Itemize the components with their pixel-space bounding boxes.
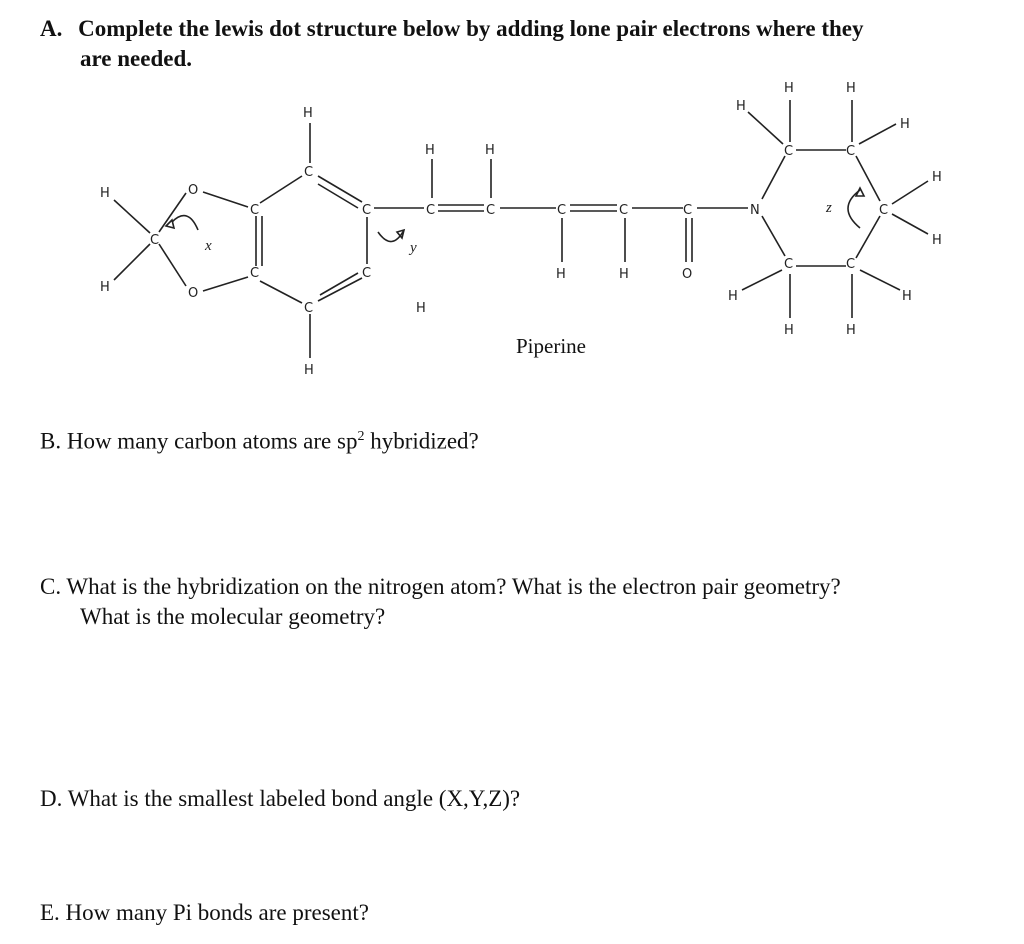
atom-c: C — [683, 203, 693, 218]
atom-c: C — [250, 266, 260, 281]
question-a-text-line2: are needed. — [80, 46, 193, 71]
angle-arrows — [166, 188, 864, 242]
atom-h: H — [416, 301, 426, 316]
molecule-caption: Piperine — [516, 334, 586, 358]
question-c-text-line1: C. What is the hybridization on the nitrogen atom? What is the electron pair geometry? — [40, 574, 841, 599]
atom-n: N — [750, 203, 760, 218]
atom-h: H — [304, 363, 314, 378]
atom-c: C — [362, 266, 372, 281]
question-a-letter: A. — [40, 16, 63, 41]
atom-h: H — [100, 280, 110, 295]
atom-o: O — [188, 183, 199, 198]
question-c — [40, 572, 1000, 632]
atom-c: C — [557, 203, 567, 218]
atom-c: C — [784, 144, 794, 159]
atom-c: C — [426, 203, 436, 218]
question-a-text-line1: Complete the lewis dot structure below by adding lone pair electrons where they — [78, 16, 864, 41]
question-b-text: B. How many carbon atoms are sp — [40, 428, 358, 454]
atom-labels — [100, 81, 942, 378]
atom-o: O — [682, 267, 693, 282]
question-d-text: D. What is the smallest labeled bond angle (X,Y,Z)? — [40, 786, 521, 811]
atom-h: H — [932, 233, 942, 248]
atom-h: H — [902, 289, 912, 304]
question-b — [40, 422, 479, 457]
atom-h: H — [303, 106, 313, 121]
atom-h: H — [846, 323, 856, 338]
atom-c: C — [362, 203, 372, 218]
question-c-text-line2: What is the molecular geometry? — [80, 604, 386, 629]
angle-x-label: x — [205, 238, 212, 254]
atom-c: C — [304, 165, 314, 180]
angle-z-label: z — [826, 200, 832, 216]
atom-c: C — [486, 203, 496, 218]
atom-h: H — [736, 99, 746, 114]
question-d — [40, 784, 520, 814]
atom-c: C — [150, 233, 160, 248]
atom-c: C — [619, 203, 629, 218]
atom-h: H — [728, 289, 738, 304]
question-e-text: E. How many Pi bonds are present? — [40, 900, 369, 925]
atom-h: H — [619, 267, 629, 282]
atom-c: C — [879, 203, 889, 218]
atom-c: C — [304, 301, 314, 316]
atom-c: C — [784, 257, 794, 272]
atom-h: H — [485, 143, 495, 158]
atom-c: C — [250, 203, 260, 218]
question-a — [40, 14, 1000, 74]
question-b-superscript: 2 — [357, 429, 365, 444]
atom-o: O — [188, 286, 199, 301]
atom-h: H — [556, 267, 566, 282]
atom-h: H — [932, 170, 942, 185]
question-b-text-end: hybridized? — [364, 428, 479, 454]
atom-h: H — [846, 81, 856, 96]
atom-h: H — [784, 81, 794, 96]
atom-c: C — [846, 144, 856, 159]
question-e — [40, 898, 369, 928]
atom-c: C — [846, 257, 856, 272]
angle-y-label: y — [410, 240, 417, 256]
bond-lines — [114, 100, 928, 358]
atom-h: H — [784, 323, 794, 338]
atom-h: H — [100, 186, 110, 201]
atom-h: H — [900, 117, 910, 132]
atom-h: H — [425, 143, 435, 158]
